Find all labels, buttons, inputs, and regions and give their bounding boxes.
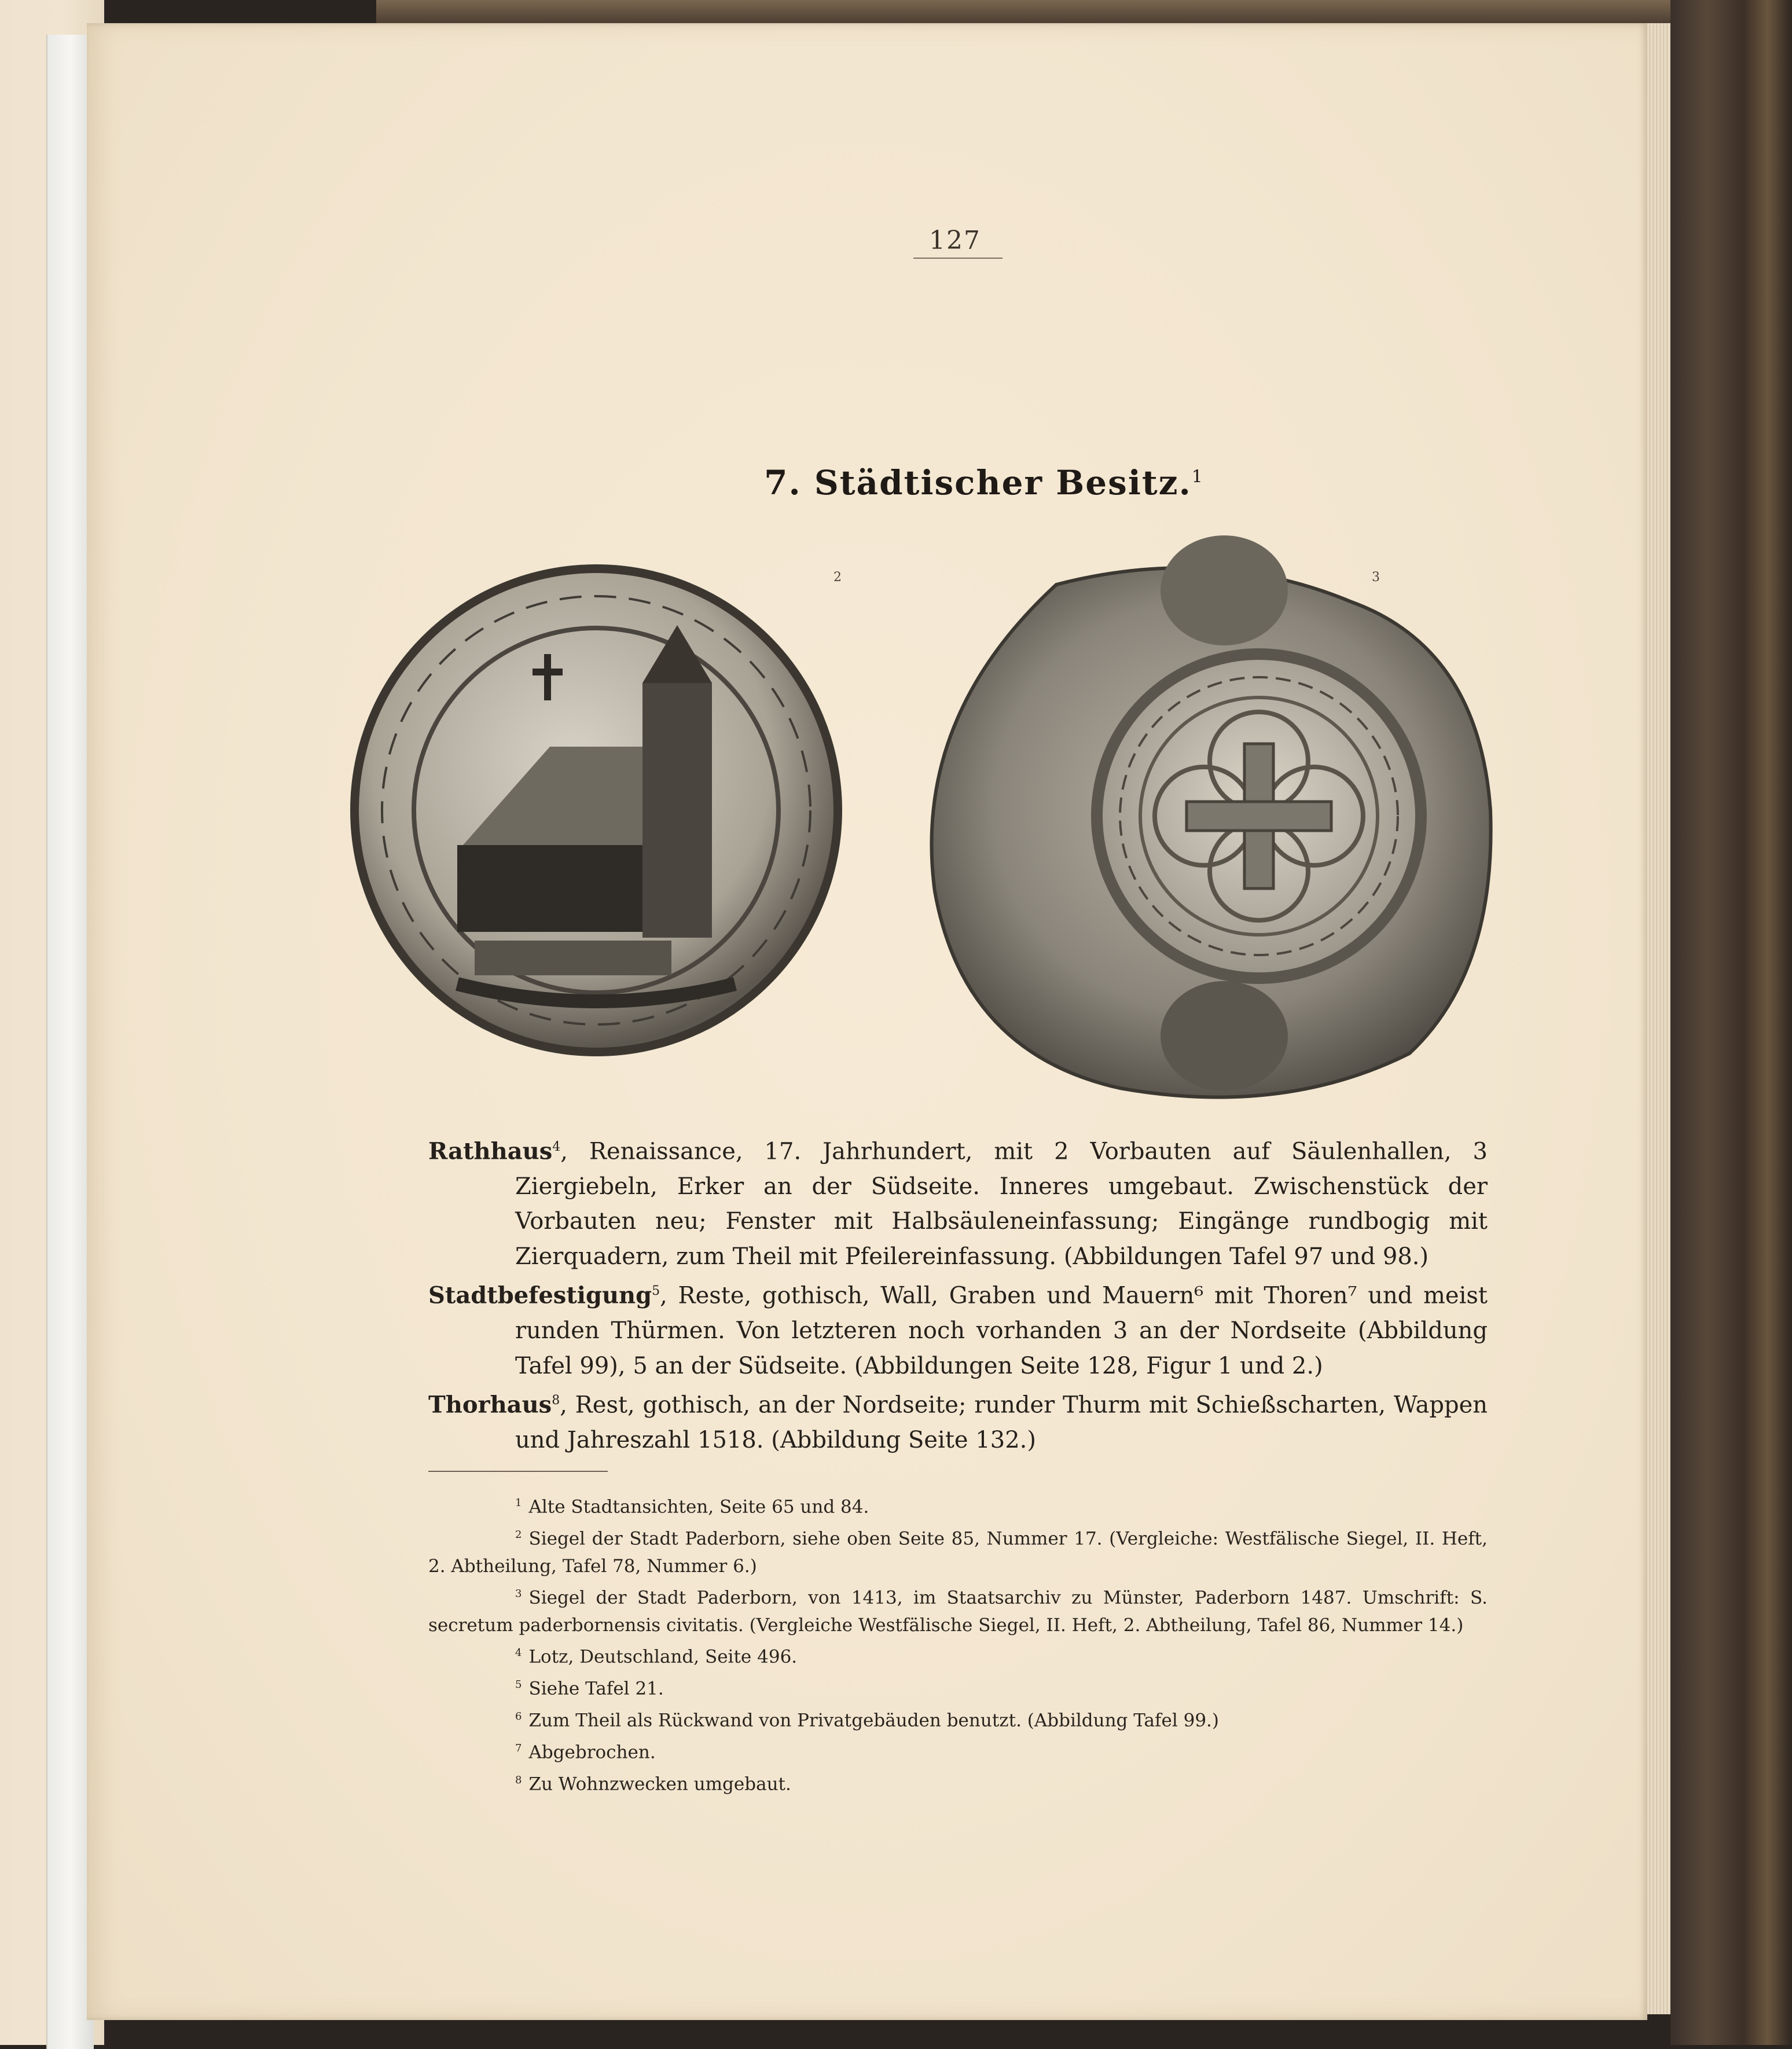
seal-2-city-wall: [475, 941, 671, 975]
footnote: [428, 1521, 1488, 1580]
footnote-number: 4: [515, 1647, 522, 1659]
footnote-number: 7: [515, 1742, 522, 1754]
entry-note: 8: [552, 1393, 560, 1408]
page-stack-edge: [1646, 23, 1670, 2014]
figure-3-wax-seal: [912, 533, 1514, 1111]
book-page: [87, 23, 1647, 2020]
footnote: [428, 1639, 1488, 1671]
wax-thumbprint-bottom: [1161, 981, 1288, 1091]
footnote-number: 2: [515, 1528, 522, 1541]
entry-head: Stadtbefestigung: [428, 1281, 652, 1309]
page-number: 127: [929, 226, 981, 255]
entry-thorhaus: [428, 1383, 1488, 1457]
footnotes: [428, 1489, 1488, 1798]
footnote: [428, 1735, 1488, 1767]
entry-note: 4: [552, 1140, 561, 1154]
section-title-text: 7. Städtischer Besitz.: [764, 463, 1192, 502]
footnote-number: 6: [515, 1710, 522, 1723]
footnote-text: Zu Wohnzwecken umgebaut.: [528, 1773, 791, 1795]
entry-text: , Renaissance, 17. Jahrhundert, mit 2 Vorbauten auf Säulenhallen, 3 Ziergiebeln, Erker an der Südseite. Inneres umgebaut. Zwischenstück der Vorbauten neu; Fenster mit Halbsäuleneinfassung; Eingänge rundbogig mit Zierquadern, zum Theil mit Pfeilereinfassung. (Abbildungen Tafel 97 und 98.): [515, 1138, 1488, 1270]
figure-2-number: 2: [833, 570, 842, 585]
seal-2-cross-icon: [544, 654, 551, 700]
entry-text: , Rest, gothisch, an der Nordseite; runder Thurm mit Schießscharten, Wappen und Jahreszahl 1518. (Abbildung Seite 132.): [515, 1391, 1488, 1453]
footnote-text: Siehe Tafel 21.: [528, 1678, 664, 1699]
footnote-text: Siegel der Stadt Paderborn, von 1413, im Staatsarchiv zu Münster, Paderborn 1487. Umschrift: S. secretum paderbornensis civitatis. (Vergleiche Westfälische Siegel, II. Heft, 2. Abtheilung, Tafel 86, Nummer 14.): [428, 1587, 1488, 1636]
footnote-number: 8: [515, 1773, 522, 1786]
entry-head: Thorhaus: [428, 1391, 552, 1419]
footnote-number: 5: [515, 1679, 522, 1691]
body-text: [428, 1130, 1488, 1457]
book-cover-right: [1670, 0, 1792, 2045]
entry-rathhaus: [428, 1130, 1488, 1274]
footnote: [428, 1580, 1488, 1639]
entry-stadtbefestigung: [428, 1274, 1488, 1383]
seal-2-church-tower: [642, 683, 712, 938]
figure-3-number: 3: [1372, 570, 1380, 585]
footnote-number: 1: [515, 1497, 522, 1509]
footnote-number: 3: [515, 1588, 522, 1600]
footnote: [428, 1767, 1488, 1798]
footnote-rule: [428, 1471, 608, 1472]
footnote: [428, 1489, 1488, 1521]
figure-2-city-seal: [341, 556, 851, 1065]
section-title-note: 1: [1191, 467, 1204, 487]
footnote-text: Zum Theil als Rückwand von Privatgebäuden benutzt. (Abbildung Tafel 99.): [528, 1710, 1219, 1731]
footnote-text: Alte Stadtansichten, Seite 65 und 84.: [528, 1496, 869, 1518]
section-title: [666, 463, 1302, 502]
entry-text: , Reste, gothisch, Wall, Graben und Mauern⁶ mit Thoren⁷ und meist runden Thürmen. Von letzteren noch vorhanden 3 an der Nordseite (Abbildung Tafel 99), 5 an der Südseite. (Abbildungen Seite 128, Figur 1 und 2.): [515, 1282, 1488, 1379]
footnote-text: Lotz, Deutschland, Seite 496.: [528, 1646, 798, 1668]
footnote-text: Abgebrochen.: [528, 1742, 656, 1763]
footnote-text: Siegel der Stadt Paderborn, siehe oben Seite 85, Nummer 17. (Vergleiche: Westfälische Siegel, II. Heft, 2. Abtheilung, Tafel 78, Nummer 6.): [428, 1528, 1488, 1577]
entry-note: 5: [652, 1284, 660, 1299]
entry-head: Rathhaus: [428, 1137, 553, 1165]
seal-2-cross-bar: [533, 669, 563, 675]
page-number-rule: [913, 258, 1003, 259]
footnote: [428, 1703, 1488, 1735]
wax-thumbprint-top: [1161, 535, 1288, 645]
footnote: [428, 1671, 1488, 1703]
book-cover-top: [376, 0, 1792, 24]
